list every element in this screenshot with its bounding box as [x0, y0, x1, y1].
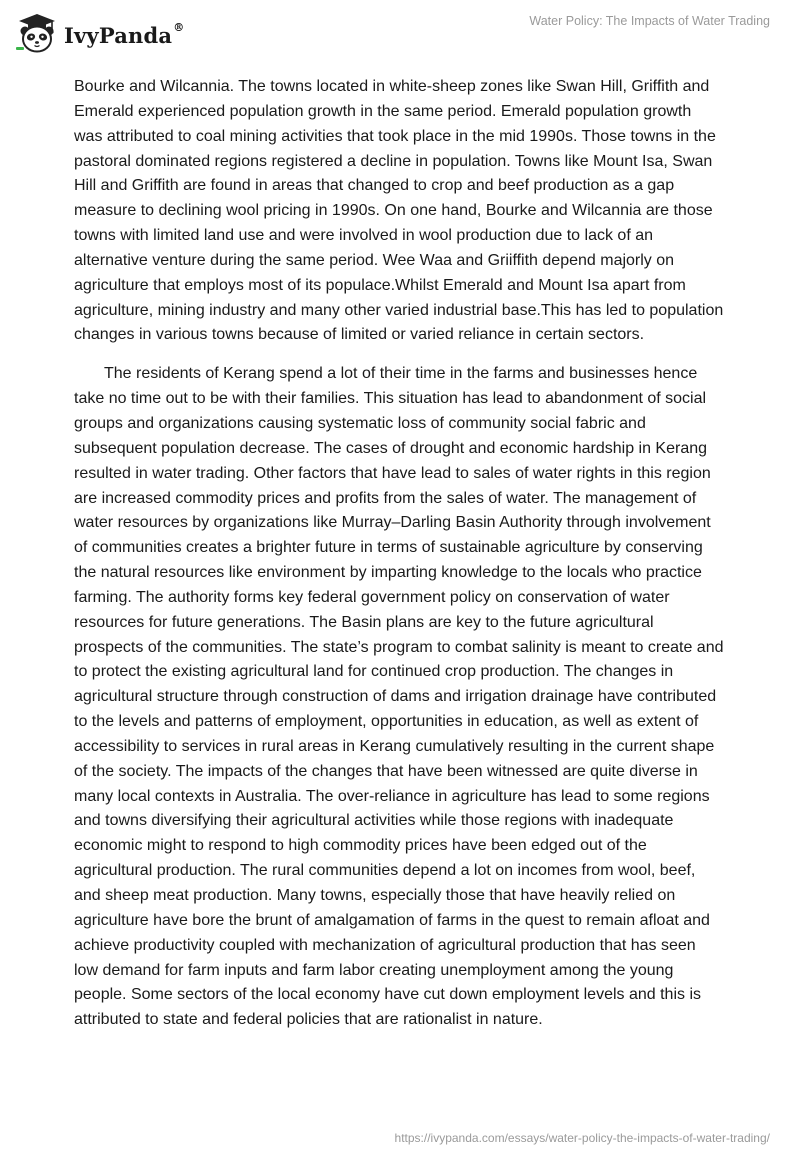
brand-name: IvyPanda®	[64, 20, 185, 48]
panda-graduate-icon	[16, 12, 58, 54]
page-header	[0, 0, 800, 70]
essay-body	[74, 75, 724, 1047]
document-title: Water Policy: The Impacts of Water Trading	[529, 14, 770, 28]
essay-paragraph: The residents of Kerang spend a lot of their time in the farms and businesses hence take no time out to be with their families. This situation has lead to abandonment of social groups and organizations causing systematic loss of community social fabric and subsequent population decrease. The cases of drought and economic hardship in Kerang resulted in water trading. Other factors that have lead to sales of water rights in this region are increased commodity prices and profits from the sales of water. The management of water resources by organizations like Murray–Darling Basin Authority through involvement of communities creates a brighter future in terms of sustainable agriculture by conserving the natural resources like environment by imparting knowledge to the locals who practice farming. The authority forms key federal government policy on conservation of water resources for future generations. The Basin plans are key to the future agricultural prospects of the communities. The state’s program to combat salinity is meant to create and to protect the existing agricultural land for continued crop production. The changes in agricultural structure through construction of dams and irrigation drainage have contributed to the levels and patterns of employment, opportunities in education, as well as extent of accessibility to services in rural areas in Kerang cumulatively resulting in the current shape of the society. The impacts of the changes that have been witnessed are quite diverse in many local contexts in Australia. The over-reliance in agriculture has lead to some regions and towns diversifying their agricultural activities while those regions with inadequate economic might to respond to high commodity prices have been edged out of the agricultural production. The rural communities depend a lot on incomes from wool, beef, and sheep meat production. Many towns, especially those that have heavily relied on agriculture have bore the brunt of amalgamation of farms in the quest to remain afloat and achieve productivity coupled with mechanization of agricultural production that has seen low demand for farm inputs and farm labor creating unemployment among the young people. Some sectors of the local economy have cut down employment levels and this is attributed to state and federal policies that are rationalist in nature.	[74, 365, 724, 1029]
brand-logo[interactable]	[16, 12, 184, 54]
registered-mark: ®	[173, 20, 185, 34]
source-url[interactable]: https://ivypanda.com/essays/water-policy-the-impacts-of-water-trading/	[394, 1131, 770, 1145]
essay-paragraph: Bourke and Wilcannia. The towns located in white-sheep zones like Swan Hill, Griffith and Emerald experienced population growth in the same period. Emerald population growth was attributed to coal mining activities that took place in the mid 1990s. Those towns in the pastoral dominated regions registered a decline in population. Towns like Mount Isa, Swan Hill and Griffith are found in areas that changed to crop and beef production as a gap measure to declining wool pricing in 1990s. On one hand, Bourke and Wilcannia are those towns with limited land use and were involved in wool production due to lack of an alternative venture during the same period. Wee Waa and Griiffith depend majorly on agriculture that employs most of its populace.Whilst Emerald and Mount Isa apart from agriculture, mining industry and many other varied industrial base.This has led to population changes in various towns because of limited or varied reliance in certain sectors.	[74, 78, 724, 344]
